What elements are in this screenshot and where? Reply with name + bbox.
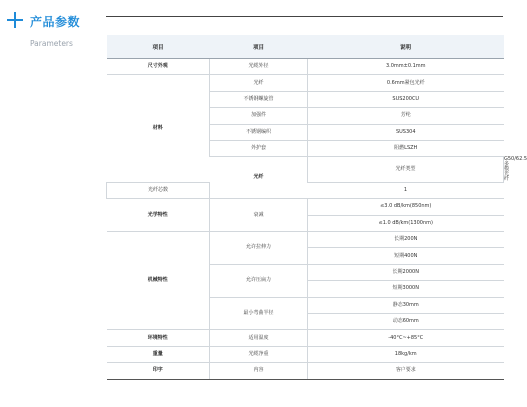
table-row [107, 232, 504, 248]
value-cell: 短期3000N [308, 281, 504, 297]
value-cell: SUS200CU [308, 91, 504, 107]
value-cell: 长期2000N [308, 264, 504, 280]
category-cell: 机械特性 [107, 232, 210, 330]
value-cell: 0.6mm紧包光纤 [308, 75, 504, 91]
value-cell: 芳纶 [308, 108, 504, 124]
value-cell: 静态30mm [308, 297, 504, 313]
item-cell: 外护套 [210, 140, 308, 156]
item-cell: 光纤类型 [308, 157, 504, 183]
value-cell: 客户要求 [308, 363, 504, 379]
table-body [107, 59, 527, 380]
value-cell: 阻燃LSZH [308, 140, 504, 156]
table-header-row [107, 35, 504, 59]
item-cell: 不锈钢编织 [210, 124, 308, 140]
item-cell: 衰减 [210, 199, 308, 232]
item-cell: 加强件 [210, 108, 308, 124]
category-cell: 重量 [107, 346, 210, 362]
value-cell: 短期400N [308, 248, 504, 264]
value-cell: ≤1.0 dB/km(1300nm) [308, 215, 504, 231]
header-category: 项目 [107, 35, 210, 59]
parameters-table [106, 35, 527, 380]
value-cell: SUS304 [308, 124, 504, 140]
category-cell: 环境特性 [107, 330, 210, 346]
item-cell: 最小弯曲半径 [210, 297, 308, 330]
table-row [107, 59, 504, 75]
value-cell: 18kg/km [308, 346, 504, 362]
item-cell: 光纤芯数 [107, 182, 210, 198]
category-cell: 光纤 [210, 157, 308, 199]
category-cell: 材料 [107, 75, 210, 182]
item-cell: 光缆净重 [210, 346, 308, 362]
category-cell: 印字 [107, 363, 210, 379]
value-cell: 3.0mm±0.1mm [308, 59, 504, 75]
value-cell: ≤3.0 dB/km(850nm) [308, 199, 504, 215]
category-cell: 尺寸外观 [107, 59, 210, 75]
table-row [107, 75, 504, 91]
item-cell: 光缆外径 [210, 59, 308, 75]
table-row: 光纤 光纤类型 G50/62.5多模光纤 [107, 157, 504, 183]
value-cell: 长期200N [308, 232, 504, 248]
item-cell: 光纤 [210, 75, 308, 91]
value-cell: 动态60mm [308, 313, 504, 329]
value-cell: -40°C~+85°C [308, 330, 504, 346]
plus-icon [7, 12, 23, 28]
header-divider [106, 16, 503, 17]
item-cell: 适用温度 [210, 330, 308, 346]
table-row [107, 363, 504, 379]
item-cell: 内容 [210, 363, 308, 379]
table-row [107, 199, 504, 215]
category-cell: 光学特性 [107, 199, 210, 232]
item-cell: 不锈钢螺旋管 [210, 91, 308, 107]
page-subtitle: Parameters [30, 39, 73, 48]
table-row [107, 330, 504, 346]
item-cell: 允许拉伸力 [210, 232, 308, 265]
page-title: 产品参数 [30, 15, 81, 29]
header-item: 项目 [210, 35, 308, 59]
header-description: 说明 [308, 35, 504, 59]
item-cell: 允许压扁力 [210, 264, 308, 297]
value-cell: 1 [308, 182, 504, 198]
table-row [107, 346, 504, 362]
